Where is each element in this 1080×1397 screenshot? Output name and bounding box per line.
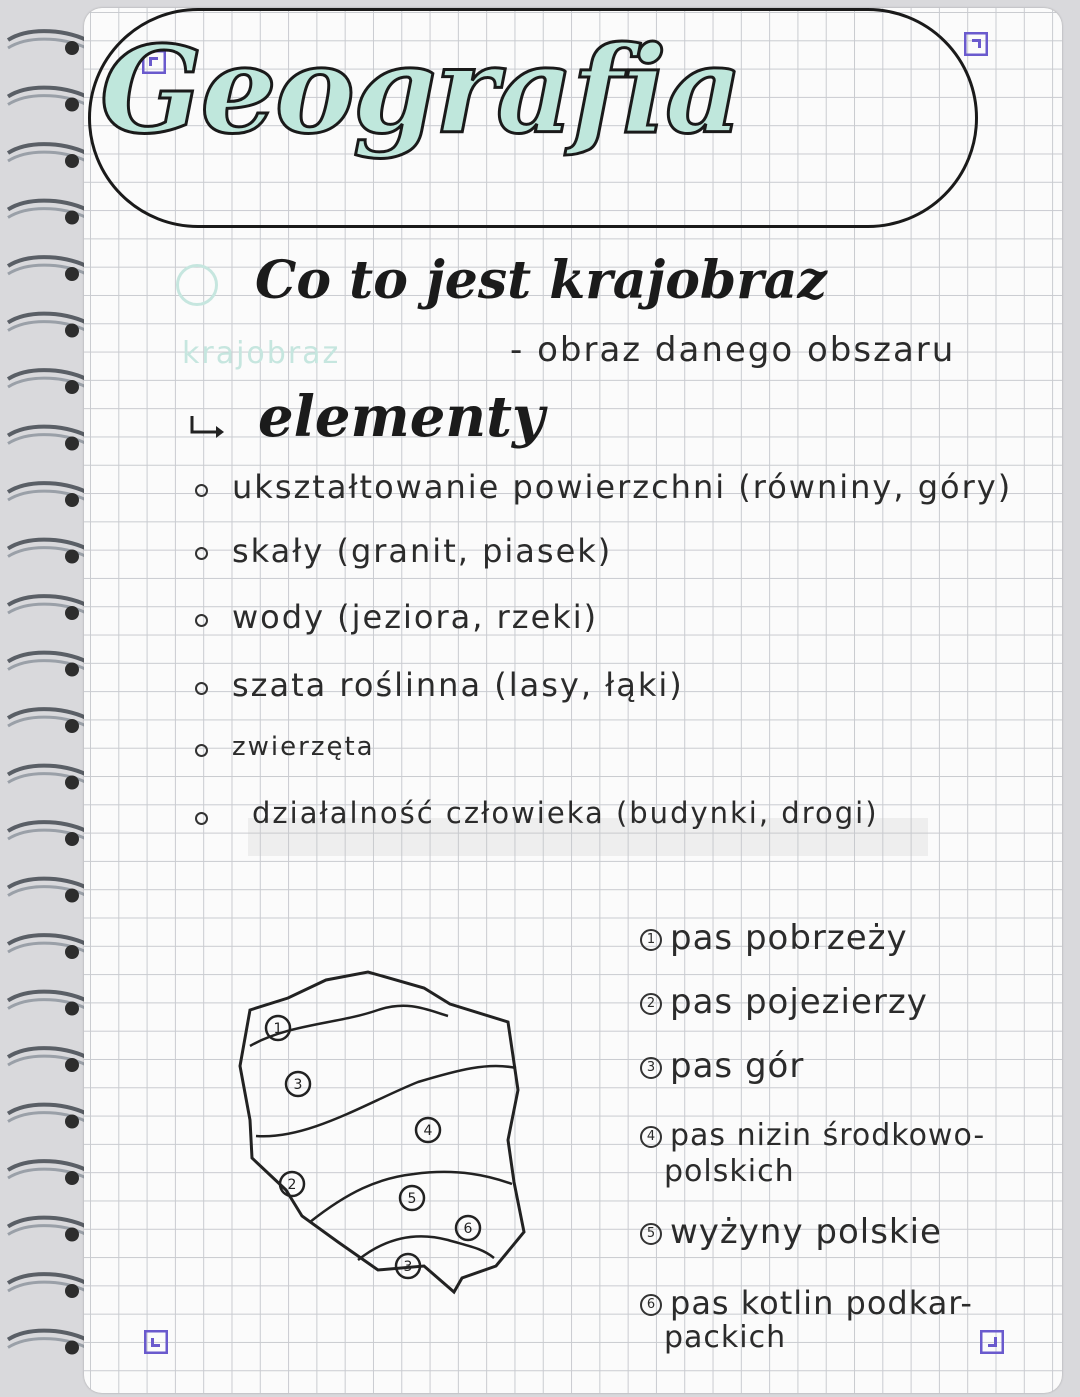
map-number-marker <box>400 1186 424 1210</box>
spiral-coil <box>8 1274 90 1298</box>
map-number-marker <box>280 1172 304 1196</box>
legend-item: 3 pas gór <box>640 1046 804 1086</box>
list-item: wody (jeziora, rzeki) <box>232 598 599 636</box>
spiral-coil <box>8 822 90 846</box>
page-title: Geografia <box>100 20 741 161</box>
arrow-icon <box>188 414 228 440</box>
corner-marker-icon <box>964 32 988 56</box>
spiral-coil <box>8 257 90 281</box>
spiral-coil <box>8 31 90 55</box>
legend-item: 2 pas pojezierzy <box>640 982 928 1022</box>
spiral-coil <box>8 483 90 507</box>
svg-text:3: 3 <box>293 1077 303 1093</box>
legend-item-continuation: packich <box>664 1320 787 1355</box>
list-item: zwierzęta <box>232 732 375 762</box>
spiral-coil <box>8 653 90 677</box>
spiral-coil <box>8 992 90 1016</box>
legend-item: 6 pas kotlin podkar- <box>640 1284 973 1322</box>
definition-text: - obraz danego obszaru <box>510 330 956 370</box>
section-number-circle <box>176 264 218 306</box>
svg-text:3: 3 <box>403 1259 413 1275</box>
legend-item: 4 pas nizin środkowo- <box>640 1118 985 1153</box>
list-item: działalność człowieka (budynki, drogi) <box>252 796 879 830</box>
spiral-coil <box>8 540 90 564</box>
list-item: ukształtowanie powierzchni (równiny, góry) <box>232 468 1013 506</box>
spiral-coil <box>8 370 90 394</box>
spiral-coil <box>8 144 90 168</box>
spiral-coil <box>8 88 90 112</box>
spiral-coil <box>8 596 90 620</box>
list-item: skały (granit, piasek) <box>232 532 613 570</box>
svg-text:1: 1 <box>273 1021 283 1037</box>
spiral-coil <box>8 935 90 959</box>
map-number-marker <box>456 1216 480 1240</box>
spiral-coil <box>8 766 90 790</box>
map-number-marker <box>286 1072 310 1096</box>
spiral-coil <box>8 1331 90 1355</box>
spiral-coil <box>8 201 90 225</box>
corner-marker-icon <box>980 1330 1004 1354</box>
legend-item: 1 pas pobrzeży <box>640 918 908 958</box>
spiral-coil <box>8 1161 90 1185</box>
spiral-coil <box>8 1218 90 1242</box>
elements-heading: elementy <box>258 384 545 450</box>
legend-item: 5 wyżyny polskie <box>640 1212 942 1252</box>
svg-text:2: 2 <box>287 1177 297 1193</box>
spiral-coil <box>8 314 90 338</box>
title-block <box>100 8 960 248</box>
spiral-coil <box>8 1105 90 1129</box>
spiral-coil <box>8 427 90 451</box>
svg-text:4: 4 <box>423 1123 433 1139</box>
spiral-coil <box>8 709 90 733</box>
spiral-binding <box>0 0 96 1397</box>
map-number-marker <box>416 1118 440 1142</box>
legend-item-continuation: polskich <box>664 1154 795 1189</box>
svg-text:5: 5 <box>407 1191 417 1207</box>
svg-text:6: 6 <box>463 1221 473 1237</box>
spiral-coil <box>8 1048 90 1072</box>
list-item: szata roślinna (lasy, łąki) <box>232 666 684 704</box>
map-number-marker <box>266 1016 290 1040</box>
spiral-coil <box>8 879 90 903</box>
section-heading: Co to jest krajobraz <box>255 250 827 311</box>
definition-term: krajobraz <box>182 336 341 371</box>
corner-marker-icon <box>144 1330 168 1354</box>
poland-map-sketch <box>228 970 538 1300</box>
